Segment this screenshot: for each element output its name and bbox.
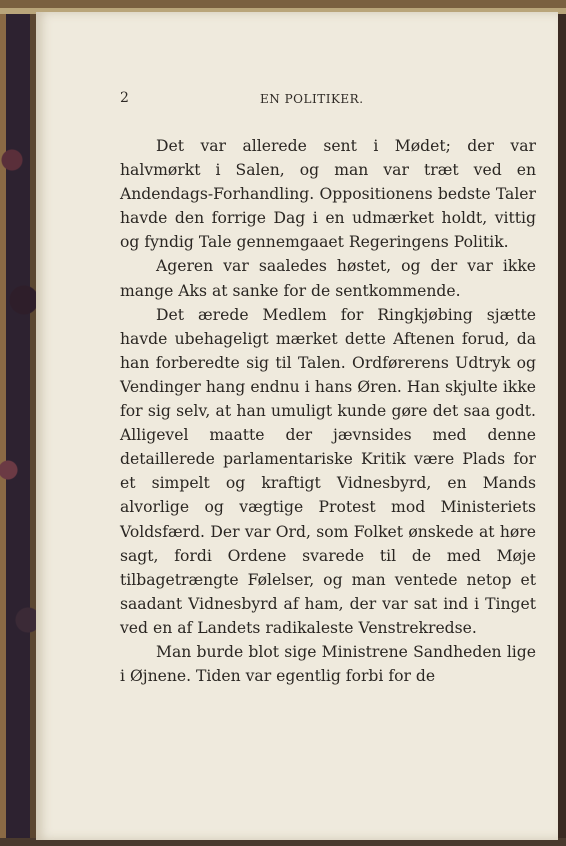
body-text <box>120 134 536 688</box>
paragraph: Det var allerede sent i Mødet; der var halvmørkt i Salen, og man var træt ved en Andendags-Forhandling. Oppositionens bedste Taler havde den forrige Dag i en udmærket holdt, vittig og fyndig Tale gennemgaaet Regeringens Politik. <box>120 137 536 252</box>
paragraph: Ageren var saaledes høstet, og der var ikke mange Aks at sanke for de sentkommende. <box>120 257 536 300</box>
book-binding-edge <box>0 0 40 846</box>
running-title: EN POLITIKER. <box>260 92 364 106</box>
paragraph: Man burde blot sige Ministrene Sandheden lige i Øjnene. Tiden var egentlig forbi for de <box>120 642 536 686</box>
page-header <box>120 90 540 110</box>
paragraph: Det ærede Medlem for Ringkjøbing sjætte havde ubehageligt mærket dette Aftenen forud, da han forberedte sig til Talen. Ordførerens Udtryk og Vendinger hang endnu i hans Øren. Han skjulte ikke for sig selv, at han umuligt kunde gøre det saa godt. Alligevel maatte der jævnsides med denne detaillerede parlamentariske Kritik være Plads for et simpelt og kraftigt Vidnesbyrd, en Mands alvorlige og vægtige Protest mod Ministeriets Voldsfærd. Der var Ord, som Folket ønskede at høre sagt, fordi Ordene svarede til de med Møje tilbagetrængte Følelser, og man ventede netop et saadant Vidnesbyrd af ham, der var sat ind i Tinget ved en af Landets radikaleste Venstrekredse. <box>120 305 536 637</box>
page-number: 2 <box>120 90 130 106</box>
book-page <box>36 12 558 840</box>
